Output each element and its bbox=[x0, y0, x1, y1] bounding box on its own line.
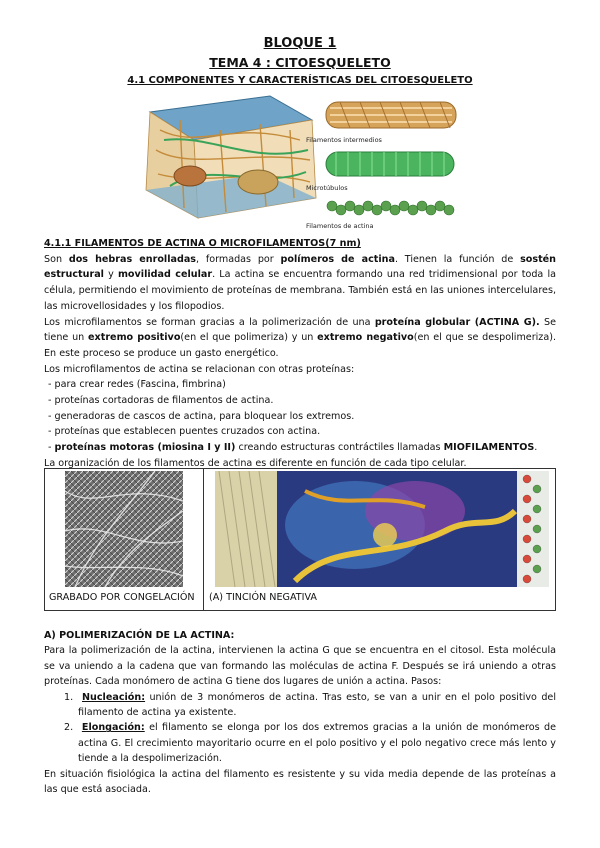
text: (en el que polimeriza) y un bbox=[180, 332, 318, 344]
step-item bbox=[64, 690, 556, 721]
text: Son bbox=[44, 253, 69, 265]
step-term: Elongación: bbox=[81, 722, 145, 734]
bold-term: proteína globular (ACTINA G). bbox=[374, 316, 540, 328]
list-item: - para crear redes (Fascina, fimbrina) bbox=[48, 379, 226, 391]
step-text: el filamento se elonga por los dos extremos gracias a la unión de monómeros de actina G. El crecimiento mayoritario ocurre en el polo positivo y el polo negativo crece más lento y tiende a la despolimerización. bbox=[78, 722, 556, 765]
negative-stain-micrograph bbox=[215, 471, 549, 587]
intermediate-filament-illustration bbox=[326, 102, 456, 128]
nucleus bbox=[238, 170, 278, 194]
bold-term: movilidad celular bbox=[117, 269, 213, 281]
bold-term: dos hebras enrolladas bbox=[68, 253, 197, 265]
bold-term: extremo positivo bbox=[88, 332, 181, 344]
bold-term: extremo negativo bbox=[317, 332, 414, 344]
text: . bbox=[534, 442, 538, 454]
text: (en el que se despolimeriza). En este proceso se produce un gasto energético. bbox=[44, 332, 557, 359]
section-a-title: A) POLIMERIZACIÓN DE LA ACTINA: bbox=[44, 630, 235, 641]
label-intermediate: Filamentos intermedios bbox=[306, 136, 382, 144]
caption-negative-stain: (A) TINCIÓN NEGATIVA bbox=[209, 592, 317, 603]
text: Los microfilamentos se forman gracias a la polimerización de una bbox=[44, 316, 375, 328]
label-actin: Filamentos de actina bbox=[306, 222, 374, 230]
mitochondrion bbox=[174, 166, 206, 186]
bold-term: proteínas motoras (miosina I y II) bbox=[54, 442, 236, 454]
label-microtubules: Microtúbulos bbox=[306, 184, 348, 192]
step-number: 2. bbox=[64, 722, 74, 734]
paragraph-a2: En situación fisiológica la actina del filamento es resistente y su vida media depende de las proteínas a las que está asociada. bbox=[44, 768, 556, 796]
list-item: - proteínas que establecen puentes cruzados con actina. bbox=[48, 426, 321, 438]
text: . Tienen la función de bbox=[394, 253, 521, 265]
list-item bbox=[44, 440, 556, 456]
paragraph-3: Los microfilamentos de actina se relacionan con otras proteínas: bbox=[44, 363, 355, 375]
caption-freeze-etch: GRABADO POR CONGELACIÓN bbox=[49, 592, 195, 603]
text: , formadas por bbox=[196, 253, 281, 265]
text: Se tiene un bbox=[44, 316, 557, 344]
step-item bbox=[64, 720, 556, 766]
paragraph-1 bbox=[44, 252, 556, 315]
block-title: BLOQUE 1 bbox=[263, 36, 337, 51]
section-title: 4.1 COMPONENTES Y CARACTERÍSTICAS DEL CITOESQUELETO bbox=[127, 75, 473, 86]
list-item: - generadoras de cascos de actina, para bloquear los extremos. bbox=[48, 410, 355, 422]
table-divider bbox=[203, 469, 204, 610]
bold-term: sostén estructural bbox=[44, 253, 556, 281]
paragraph-a1: Para la polimerización de la actina, intervienen la actina G que se encuentra en el citosol. Esta molécula se va uniendo a la cadena que van formando las moléculas de actina F. Después se irá uniendo a otras proteínas. Cada monómero de actina G tiene dos lugares de unión a actina. Pasos: bbox=[44, 645, 556, 688]
text: y bbox=[103, 269, 118, 281]
step-text: unión de 3 monómeros de actina. Tras esto, se van a unir en el polo positivo del filamento de actina ya existente. bbox=[78, 691, 556, 719]
cytoskeleton-figure bbox=[140, 90, 460, 232]
paragraph-4: La organización de los filamentos de actina es diferente en función de cada tipo celular. bbox=[44, 457, 467, 469]
step-number: 1. bbox=[64, 691, 74, 703]
paragraph-2 bbox=[44, 315, 556, 362]
text: creando estructuras contráctiles llamadas bbox=[235, 442, 444, 454]
actin-filament-illustration bbox=[327, 201, 454, 215]
microtubule-illustration bbox=[326, 152, 454, 176]
text: - bbox=[48, 442, 55, 454]
section-411 bbox=[44, 236, 556, 472]
subsection-title: 4.1.1 FILAMENTOS DE ACTINA O MICROFILAMENTOS(7 nm) bbox=[44, 238, 361, 249]
topic-title: TEMA 4 : CITOESQUELETO bbox=[209, 55, 391, 70]
text: . La actina se encuentra formando una red tridimensional por toda la célula, permitiendo el movimiento de proteínas de membrana. También está en las uniones intercelulares, las microvellosidades y los filopodios. bbox=[44, 269, 556, 312]
steps-list bbox=[44, 690, 556, 767]
section-a bbox=[44, 628, 556, 797]
list-item: - proteínas cortadoras de filamentos de actina. bbox=[48, 395, 274, 407]
step-term: Nucleación: bbox=[82, 691, 146, 703]
freeze-etch-micrograph bbox=[65, 471, 183, 587]
image-table bbox=[44, 468, 556, 611]
bold-term: MIOFILAMENTOS bbox=[443, 442, 535, 454]
bold-term: polímeros de actina bbox=[280, 253, 395, 265]
